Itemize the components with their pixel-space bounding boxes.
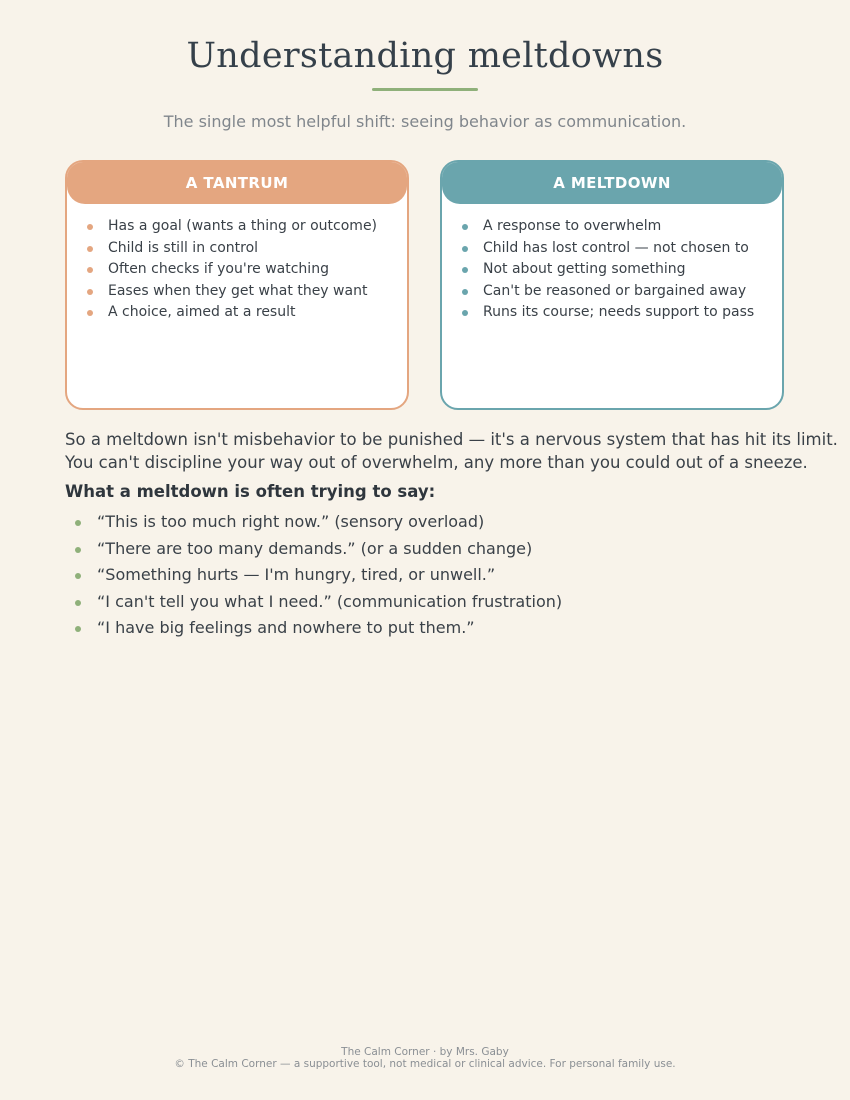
list-item [462, 259, 782, 281]
title-underline [372, 88, 478, 91]
list-item [75, 562, 562, 589]
bullet-icon [87, 310, 93, 316]
explanation-line: So a meltdown isn't misbehavior to be punished — it's a nervous system that has hit its limit. [65, 430, 838, 449]
bullet-icon [87, 224, 93, 230]
explanation-line: You can't discipline your way out of overwhelm, any more than you could out of a sneeze. [65, 453, 808, 472]
footer-credit: The Calm Corner · by Mrs. Gaby [341, 1046, 509, 1058]
page-subtitle: The single most helpful shift: seeing behavior as communication. [163, 112, 687, 131]
explanation-paragraph [65, 428, 838, 474]
list-item-text: “This is too much right now.” (sensory overload) [97, 512, 485, 531]
meaning-list [75, 509, 562, 642]
meltdown-card-heading: A MELTDOWN [442, 162, 782, 204]
list-item-text: Has a goal (wants a thing or outcome) [108, 218, 378, 234]
list-item-text: Often checks if you're watching [108, 261, 329, 277]
list-item-text: Runs its course; needs support to pass [483, 304, 755, 320]
list-item-text: Child is still in control [108, 239, 259, 256]
bullet-icon [75, 626, 81, 632]
section-heading: What a meltdown is often trying to say: [65, 482, 436, 501]
tantrum-card-heading: A TANTRUM [67, 162, 407, 204]
list-item [75, 615, 562, 642]
tantrum-card [65, 160, 409, 410]
list-item-text: A response to overwhelm [483, 218, 662, 234]
list-item-text: “I have big feelings and nowhere to put them.” [97, 618, 475, 637]
list-item [87, 281, 407, 303]
list-item-text: “Something hurts — I'm hungry, tired, or unwell.” [97, 565, 496, 584]
list-item [462, 302, 782, 324]
bullet-icon [462, 224, 468, 230]
list-item [75, 509, 562, 536]
bullet-icon [87, 246, 93, 252]
bullet-icon [75, 600, 81, 606]
bullet-icon [462, 310, 468, 316]
list-item-text: A choice, aimed at a result [108, 304, 296, 320]
meltdown-card [440, 160, 784, 410]
list-item [462, 281, 782, 303]
bullet-icon [462, 267, 468, 273]
tantrum-list [67, 216, 407, 324]
list-item-text: Eases when they get what they want [108, 282, 368, 299]
bullet-icon [75, 547, 81, 553]
bullet-icon [87, 289, 93, 295]
list-item [87, 216, 407, 238]
footer-disclaimer: © The Calm Corner — a supportive tool, not medical or clinical advice. For personal family use. [174, 1058, 676, 1070]
meltdown-list [442, 216, 782, 324]
bullet-icon [87, 267, 93, 273]
list-item-text: “There are too many demands.” (or a sudden change) [97, 538, 533, 558]
bullet-icon [75, 573, 81, 579]
list-item [87, 238, 407, 260]
list-item [75, 536, 562, 563]
list-item [462, 238, 782, 260]
page-title: Understanding meltdowns [186, 36, 664, 76]
footer [0, 1046, 850, 1070]
list-item [87, 302, 407, 324]
bullet-icon [462, 289, 468, 295]
list-item [462, 216, 782, 238]
bullet-icon [462, 246, 468, 252]
list-item [75, 589, 562, 616]
bullet-icon [75, 520, 81, 526]
list-item-text: Child has lost control — not chosen to [483, 239, 749, 256]
list-item-text: Can't be reasoned or bargained away [483, 282, 747, 299]
list-item [87, 259, 407, 281]
list-item-text: Not about getting something [483, 261, 686, 277]
list-item-text: “I can't tell you what I need.” (communication frustration) [97, 591, 563, 611]
